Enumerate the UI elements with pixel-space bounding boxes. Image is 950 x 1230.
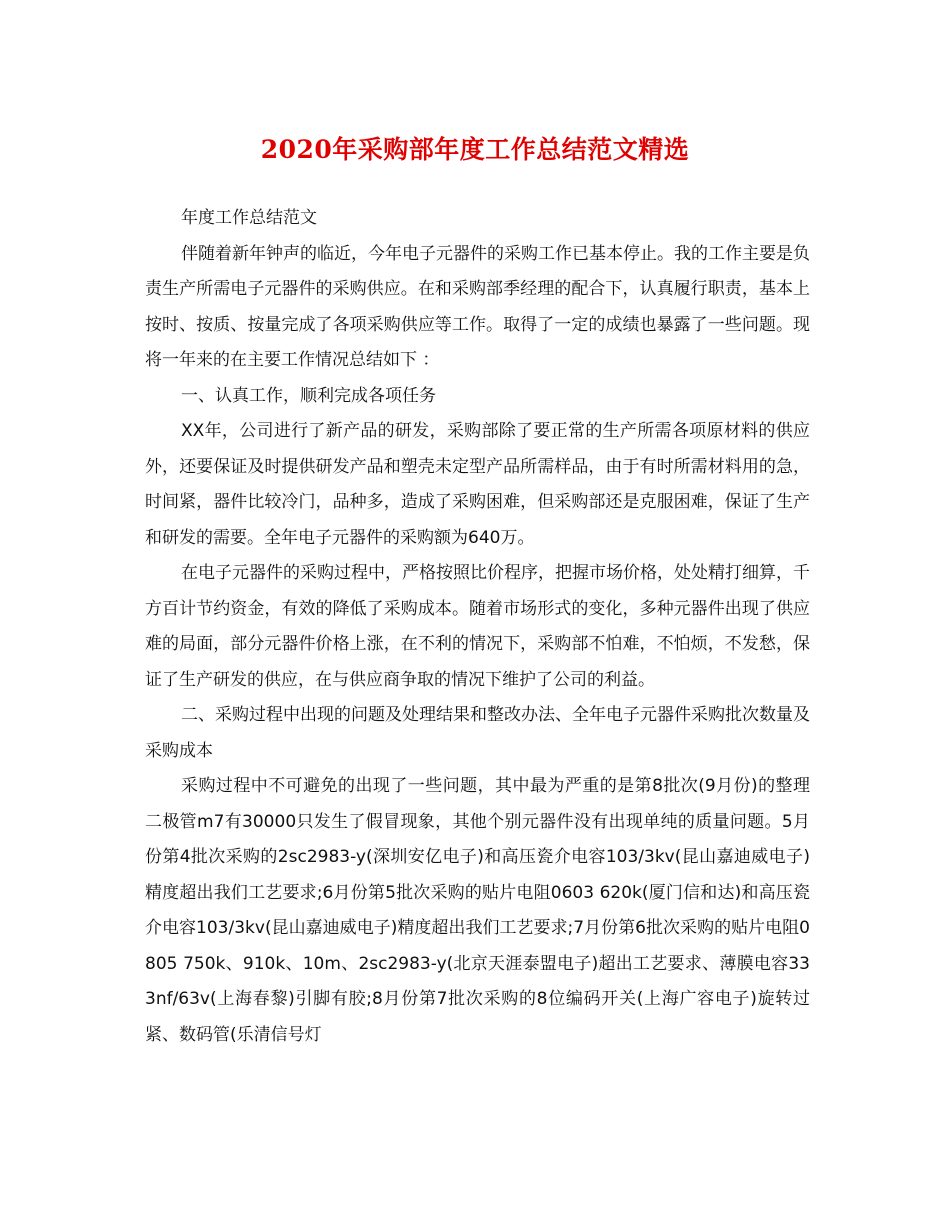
paragraph-section-1a: XX年，公司进行了新产品的研发，采购部除了要正常的生产所需各项原材料的供应外，还要保证及时提供研发产品和塑壳未定型产品所需样品，由于有时所需材料用的急，时间紧，器件比较冷门，品种多，造成了采购困难，但采购部还是克服困难，保证了生产和研发的需要。全年电子元器件的采购额为640万。	[145, 421, 810, 548]
document-title: 2020年采购部年度工作总结范文精选	[260, 135, 690, 164]
paragraph-intro: 伴随着新年钟声的临近，今年电子元器件的采购工作已基本停止。我的工作主要是负责生产所需电子元器件的采购供应。在和采购部季经理的配合下，认真履行职责，基本上按时、按质、按量完成了各项采购供应等工作。取得了一定的成绩也暴露了一些问题。现将一年来的在主要工作情况总结如下 ：	[145, 243, 810, 370]
section-heading-2: 二、采购过程中出现的问题及处理结果和整改办法、全年电子元器件采购批次数量及采购成本	[145, 705, 810, 761]
section-heading-1: 一、认真工作，顺利完成各项任务	[181, 385, 436, 406]
paragraph-subtitle: 年度工作总结范文	[181, 208, 317, 228]
document-body	[145, 201, 810, 1053]
paragraph-section-2a: 采购过程中不可避免的出现了一些问题，其中最为严重的是第8批次(9月份)的整理二极管m7有30000只发生了假冒现象，其他个别元器件没有出现单纯的质量问题。5月份第4批次采购的2sc2983-y(深圳安亿电子)和高压瓷介电容103/3kv(昆山嘉迪威电子)精度超出我们工艺要求;6月份第5批次采购的贴片电阻0603 620k(厦门信和达)和高压瓷介电容103/3kv(昆山嘉迪威电子)精度超出我们工艺要求;7月份第6批次采购的贴片电阻0805 750k、910k、10m、2sc2983-y(北京天涯泰盟电子)超出工艺要求、薄膜电容333nf/63v(上海春黎)引脚有胶;8月份第7批次采购的8位编码开关(上海广容电子)旋转过紧、数码管(乐清信号灯	[145, 776, 810, 1045]
paragraph-section-1b: 在电子元器件的采购过程中，严格按照比价程序，把握市场价格，处处精打细算，千方百计节约资金，有效的降低了采购成本。随着市场形式的变化，多种元器件出现了供应难的局面，部分元器件价格上涨，在不利的情况下，采购部不怕难，不怕烦，不发愁，保证了生产研发的供应，在与供应商争取的情况下维护了公司的利益。	[145, 563, 810, 690]
